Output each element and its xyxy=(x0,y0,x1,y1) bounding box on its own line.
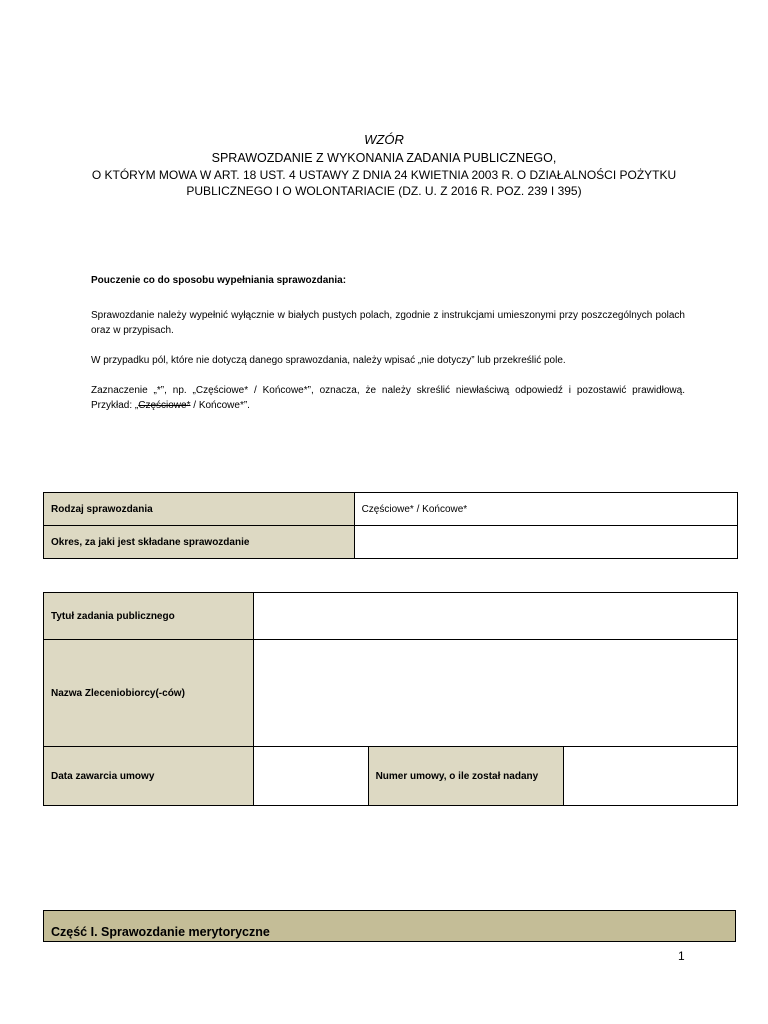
instructions-paragraph-1: Sprawozdanie należy wypełnić wyłącznie w białych pustych polach, zgodnie z instrukcjami umieszonymi przy poszczególnych polach oraz w przypisach. xyxy=(91,310,685,336)
contractor-name-label: Nazwa Zleceniobiorcy(-ców) xyxy=(44,640,254,747)
table-row xyxy=(44,593,738,640)
document-title: SPRAWOZDANIE Z WYKONANIA ZADANIA PUBLICZNEGO, xyxy=(211,151,557,165)
instructions-paragraph-3 xyxy=(91,383,685,413)
instructions-paragraph-2: W przypadku pól, które nie dotyczą danego sprawozdania, należy wpisać „nie dotyczy” lub przekreślić pole. xyxy=(91,355,566,366)
instructions-heading: Pouczenie co do sposobu wypełniania sprawozdania: xyxy=(91,275,347,286)
table-row xyxy=(44,493,738,526)
table-row xyxy=(44,640,738,747)
section-header xyxy=(43,910,736,942)
instructions-p3-text: Zaznaczenie „*”, np. „Częściowe* / Końcowe*”, oznacza, że należy skreślić niewłaściwą odpowiedź i pozostawić prawidłową. Przykład: „ xyxy=(91,385,685,411)
task-title-label: Tytuł zadania publicznego xyxy=(44,593,254,640)
contract-date-field[interactable] xyxy=(253,747,368,806)
section-title: Część I. Sprawozdanie merytoryczne xyxy=(51,925,270,939)
report-period-field[interactable] xyxy=(354,526,737,559)
template-marker: WZÓR xyxy=(364,132,404,147)
instructions-p3-end: / Końcowe*”. xyxy=(190,400,250,411)
table-row xyxy=(44,526,738,559)
contract-number-field[interactable] xyxy=(564,747,738,806)
table-row xyxy=(44,747,738,806)
page-number: 1 xyxy=(678,949,685,963)
contract-number-label: Numer umowy, o ile został nadany xyxy=(368,747,564,806)
document-header xyxy=(40,131,728,199)
contractor-name-field[interactable] xyxy=(253,640,737,747)
report-type-field[interactable]: Częściowe* / Końcowe* xyxy=(354,493,737,526)
report-type-table xyxy=(43,492,738,559)
task-title-field[interactable] xyxy=(253,593,737,640)
document-subtitle-line1: O KTÓRYM MOWA W ART. 18 UST. 4 USTAWY Z DNIA 24 KWIETNIA 2003 R. O DZIAŁALNOŚCI POŻYTKU xyxy=(91,168,677,182)
strikethrough-example: Częściowe* xyxy=(138,400,191,411)
contract-date-label: Data zawarcia umowy xyxy=(44,747,254,806)
document-subtitle-line2: PUBLICZNEGO I O WOLONTARIACIE (DZ. U. Z 2016 R. POZ. 239 I 395) xyxy=(186,184,582,198)
report-type-label: Rodzaj sprawozdania xyxy=(44,493,355,526)
task-info-table xyxy=(43,592,738,806)
report-period-label: Okres, za jaki jest składane sprawozdanie xyxy=(44,526,355,559)
